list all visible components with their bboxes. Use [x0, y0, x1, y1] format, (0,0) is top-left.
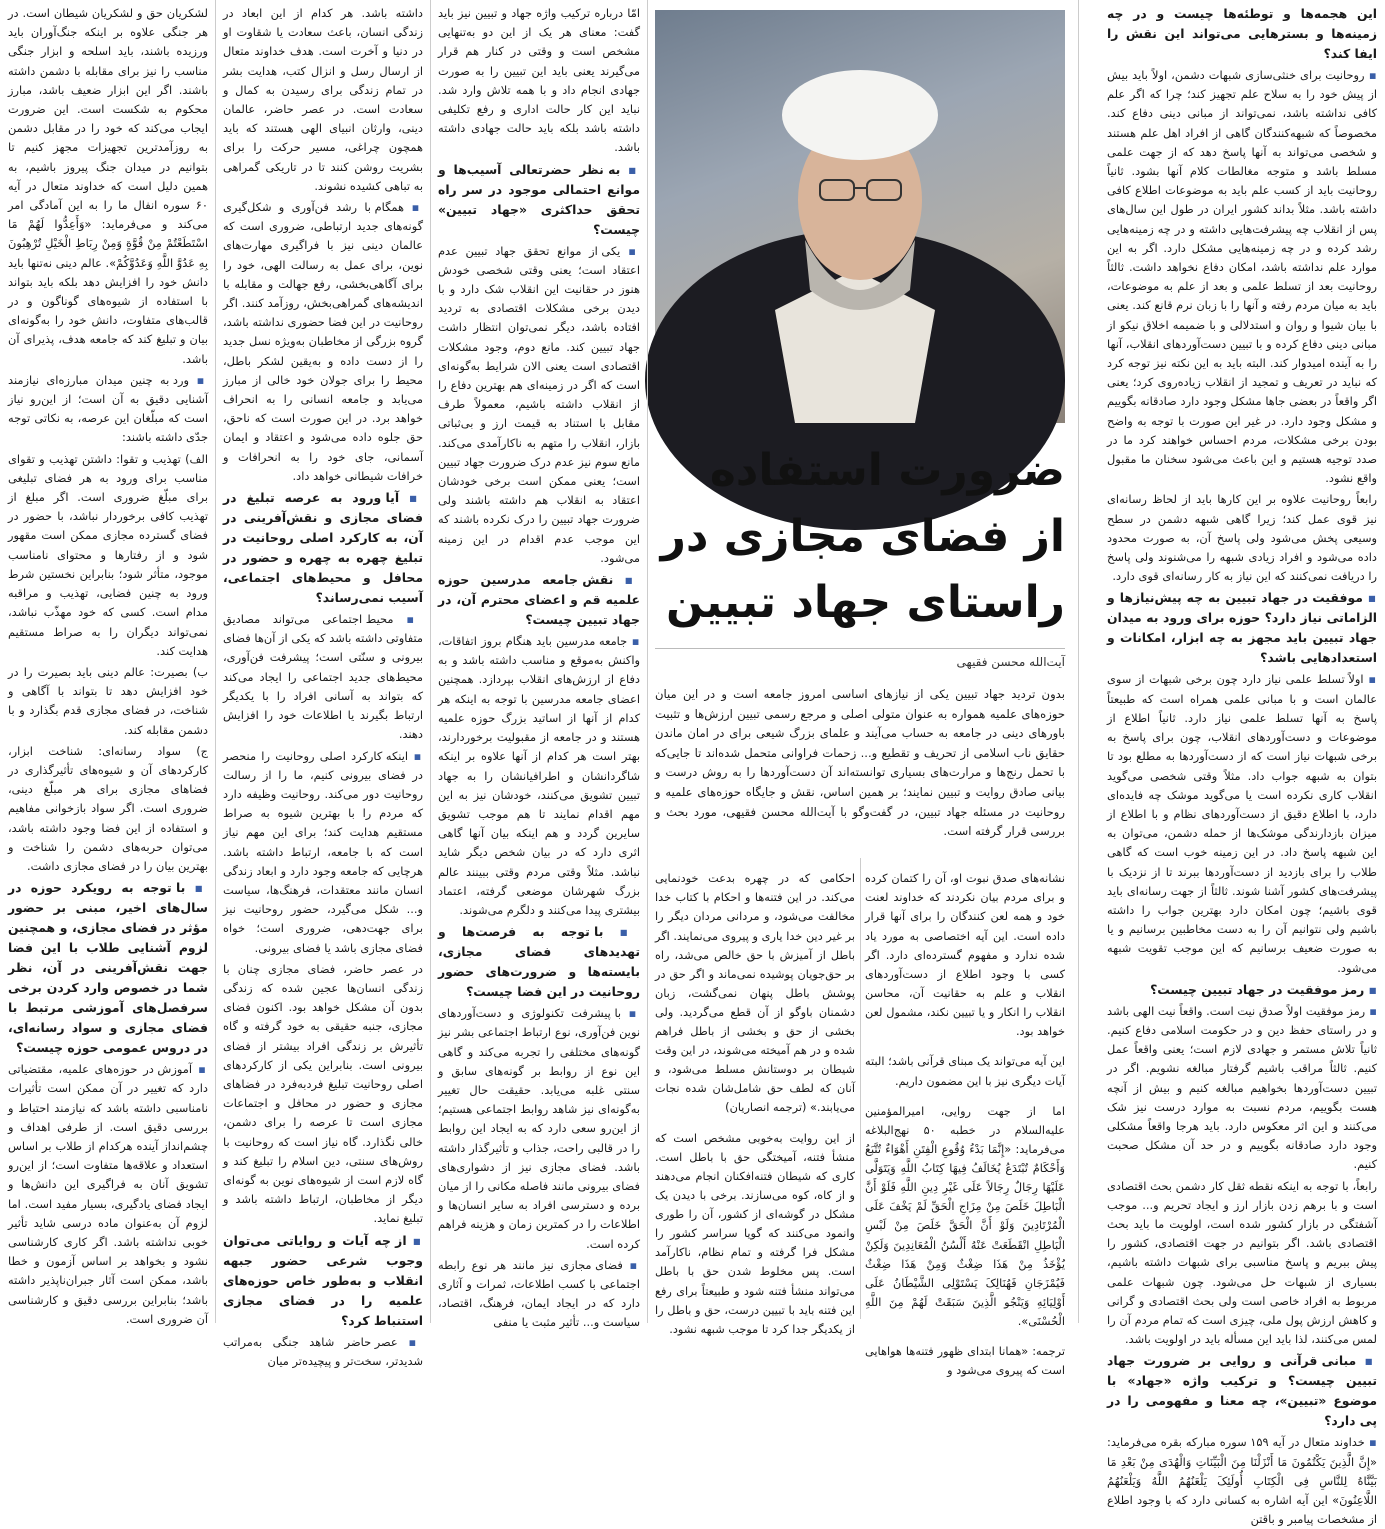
column-3 — [223, 4, 424, 1368]
paragraph: اما از جهت روایی، امیرالمؤمنین علیه‌السلام در خطبه ۵۰ نهج‌البلاغه می‌فرماید: «إِنَّمَا بَدْءُ وُقُوعِ الْفِتَنِ أَهْوَاءٌ تُتَّبَعُ وَأَحْکَامٌ تُبْتَدَعُ یُخَالَفُ فِیهَا کِتَابُ اللَّهِ وَیَتَوَلَّی عَلَیْهَا رِجَالٌ رِجَالاً عَلَی غَیْرِ دِینِ اللَّهِ فَلَوْ أَنَّ الْبَاطِلَ خَلَصَ مِنْ مِزَاجِ الْحَقِّ لَمْ یَخْفَ عَلَی الْمُرْتَادِینَ وَلَوْ أَنَّ الْحَقَّ خَلَصَ مِنْ لَبْسِ الْبَاطِلِ انْقَطَعَتْ عَنْهُ أَلْسُنُ الْمُعَانِدِینَ وَلَکِنْ یُؤْخَذُ مِنْ هَذَا ضِغْثٌ وَمِنْ هَذَا ضِغْثٌ فَیُمْزَجَانِ فَهُنَالِکَ یَسْتَوْلِی الشَّیْطَانُ عَلَی أَوْلِیَائِهِ وَیَنْجُو الَّذِینَ سَبَقَتْ لَهُمْ مِنَ اللَّهِ الْحُسْنَی». — [865, 1104, 1065, 1328]
lead-paragraph: بدون تردید جهاد تبیین یکی از نیازهای اساسی امروز جامعه است و در این میان حوزه‌های علمیه همواره به عنوان متولی اصلی و مرجع رسمی تبیین ارزش‌ها و تثبیت باورهای دینی در جامعه به حساب می‌آیند و علمای بزرگ شیعی برای در امان ماندن حقایق ناب اسلامی از تحریف و تقطیع و... زحمات فراوانی متحمل شده‌اند تا جایی‌که با تحمل رنج‌ها و مرارت‌های بسیاری توانسته‌اند آن دست‌آوردها را به روش درست و بیانی صادق روایت و تبیین نمایند؛ بر همین اساس، نقش و جایگاه حوزه‌های علمیه و روحانیت در مسئله جهاد تبیین، در گفت‌وگو با آیت‌الله محسن فقیهی، مورد بحث و بررسی قرار گرفته است. — [655, 687, 1065, 839]
bullet-icon: ▪ — [1365, 1003, 1377, 1018]
paragraph: ▪ روحانیت برای خنثی‌سازی شبهات دشمن، اولاً باید بیش از پیش خود را به سلاح علم تجهیز کند؛ چرا که اگر علم کافی نداشته باشد، نمی‌تواند از مبانی دینی دفاع کند. مخصوصاً که شبهه‌کنندگان گاهی از افراد اهل علم هستند و شخصی می‌تواند به آنها پاسخ دهد که از جهت علمی مسلط باشد و متوجه مغالطات کلام آنها بشود. ثانیاً روحانیت باید از کسب علم باید به موضوعات اطلاع کافی داشته باشد. مثلاً بداند کشور ایران در طول این سال‌های پس از انقلاب چه پیشرفت‌هایی داشته و در چه زمینه‌هایی رشد کرده و در چه زمینه‌هایی مشکل دارد. اگر به این موارد علم نداشته باشد، امکان دفاع نخواهد داشت. ثالثاً روحانیت بعد از تسلط علمی و بعد از علم به موضوعات، باید به میان مردم رفته و آنها را با زبان نرم قانع کند. یعنی با بیان شیوا و روان و استدلالی و با ضمیمه اخلاق نیکو از مبانی دینی دفاع کرده و با تبیین دست‌آوردهای انقلاب، آنها را به آینده امیدوار کند. البته باید به این نکته نیز توجه کرد که نباید در تعریف و تمجید از انقلاب زیاده‌روی کرد؛ یعنی اگر واقعاً در بعضی جاها مشکل وجود دارد صادقانه بگوییم و مشکل وجود دارد. در غیر این صورت با توجه به واضح بودن برخی مشکلات، مردم احساس خواهند کرد ما در صدد توجیه هستیم و این باعث می‌شود سخنان ما مقبول واقع نشود. — [1107, 68, 1377, 486]
paragraph: ب) بصیرت: عالم دینی باید بصیرت را در خود افزایش دهد تا بتواند با آگاهی و شناخت، در فضای مجازی قدم بگذارد و با دشمن مقابله کند. — [8, 664, 208, 737]
bullet-icon: ▪ — [622, 1257, 640, 1272]
bullet-icon: ▪ — [1364, 981, 1377, 997]
column-divider — [860, 858, 861, 1319]
paragraph: امّا درباره ترکیب واژه جهاد و تبیین نیز باید گفت: معنای هر یک از این دو به‌تنهایی مشخص است و وقتی در کنار هم قرار می‌گیرند یعنی باید این تبیین را به صورت جهادی انجام داد و با همه تلاش وارد شد. نباید این کار حالت اداری و رفع تکلیفی داشته باشد بلکه باید حالت جهادی داشته باشد. — [438, 6, 640, 155]
paragraph: ▪ همگام با رشد فن‌آوری و شکل‌گیری گونه‌های جدید ارتباطی، ضروری است که عالمان دینی نیز با فراگیری مهارت‌های نوین، برای عمل به رسالت الهی، خود را برای آگاهی‌بخشی، رفع جهالت و مقابله با اندیشه‌های گمراهی‌بخش، روزآمد کنند. اگر روحانیت در این فضا حضوری نداشته باشد، گروه بزرگی از مخاطبان به‌ویژه نسل جدید را از دست داده و به‌یقین لشکر باطل، محیط را برای جولان خود خالی از مبارز می‌یابد و جامعه انسانی را به انحراف خواهد برد. در این صورت است که ناحق، حق جلوه داده می‌شود و اعتقاد و ایمان آسمانی، جای خود را به انحرافات و خرافات شیطانی خواهد داد. — [223, 200, 423, 483]
paragraph: ▪ یکی از موانع تحقق جهاد تبیین عدم اعتقاد است؛ یعنی وقتی شخصی خودش هنوز در حقانیت این انقلاب شک دارد و با دیدن برخی مشکلات اقتصادی به تردید افتاده باشد، دیگر نمی‌توان انتظار داشت جهاد تبیین کند. مانع دوم، وجود مشکلات اقتصادی است یعنی الان شرایط به‌گونه‌ای است که اگر در زمینه‌ای هم بهترین دفاع را از انقلاب داشته باشیم، معمولاً طرف مقابل با استناد به قیمت ارز و بی‌ثباتی بازار، انقلاب را متهم به ناکارآمدی می‌کند. مانع سوم نیز عدم درک ضرورت جهاد تبیین است؛ یعنی ممکن است برخی خودشان اعتقاد به انقلاب هم داشته باشند ولی ضرورت جهاد تبیین را درک نکرده باشند که این موجب عدم اقدام در این زمینه می‌شود. — [438, 243, 641, 565]
paragraph: ترجمه: «همانا ابتدای ظهور فتنه‌ها هواهایی است که پیروی می‌شود و — [865, 1345, 1065, 1378]
article-headline: ضرورت استفاده از فضای مجازی در راستای جهاد تبیین — [660, 445, 1065, 628]
question-heading: ▪ از چه آیات و روایاتی می‌توان وجوب شرعی حضور جبهه انقلاب و به‌طور خاص حوزه‌های علمیه را در فضای مجازی استنباط کرد؟ — [223, 1232, 423, 1328]
bullet-icon: ▪ — [1364, 68, 1377, 82]
paragraph: نشانه‌های صدق نبوت او، آن را کتمان کرده و برای مردم بیان نکردند که خداوند لعنت خود و همه لعن کنندگان را برای آنها قرار داده است. این آیه اختصاصی به مورد یاد شده ندارد و مفهوم گسترده‌ای دارد. اگر کسی با وجود اطلاع از دست‌آوردهای انقلاب و علم به حقانیت آن، محاسن انقلاب را انکار و یا تبیین نکند، مشمول لعن خواهد بود. — [865, 872, 1065, 1039]
bullet-icon: ▪ — [406, 1232, 423, 1248]
paragraph: احکامی که در چهره بدعت خودنمایی می‌کند. در این فتنه‌ها و احکام با کتاب خدا مخالفت می‌شود، و مردانی مردان دیگر را بر غیر دین خدا یاری و پیروی می‌نمایند. اگر باطل از آمیزش با حق خالص می‌شد، راه بر حق‌جویان پوشیده نمی‌ماند و اگر حق در پوشش باطل پنهان نمی‌گشت، زبان دشمنان باوگو از آن قطع می‌گردید. ولی بخشی از حق و بخشی از باطل فراهم شده و در هم آمیخته می‌شوند، در این وقت شیطان بر دوستانش مسلط می‌شود، و آنان که لطف حق شامل‌شان شده نجات می‌یابند.» (ترجمه انصاریان) — [655, 872, 855, 1115]
bullet-icon: ▪ — [1364, 1435, 1377, 1450]
question-heading: ▪ مبانی قرآنی و روایی بر ضرورت جهاد تبیین چیست؟ و ترکیب واژه «جهاد» با موضوع «تبیین»، چه معنا و مفهومی را در پی دارد؟ — [1107, 1353, 1377, 1429]
bullet-icon: ▪ — [603, 924, 641, 940]
question-heading: ▪ با توجه به رویکرد حوزه در سال‌های اخیر، مبنی بر حضور مؤثر در فضای مجازی، و همچنین لزوم آشنایی طلاب با این فضا جهت نقش‌آفرینی در آن، نظر شما در خصوص وارد کردن برخی سرفصل‌های آموزشی مرتبط با فضای مجازی و سواد رسانه‌ای، در دروس عمومی حوزه چیست؟ — [8, 880, 208, 1056]
bullet-icon: ▪ — [408, 748, 424, 763]
bullet-icon: ▪ — [621, 1006, 641, 1021]
paragraph: ▪ محیط اجتماعی می‌تواند مصادیق متفاوتی داشته باشد که یکی از آن‌ها فضای بیرونی و سنّتی است؛ پیشرفت فن‌آوری، محیط‌های جدید اجتماعی را ایجاد می‌کند که بتواند به آسانی افراد را با یکدیگر ارتباط بگیرند یا اطلاعات خود را افزایش دهند. — [223, 612, 423, 742]
portrait-photo — [655, 10, 1065, 423]
column-2 — [438, 4, 641, 1330]
inner-columns — [655, 858, 1065, 1378]
paragraph: ▪ آموزش در حوزه‌های علمیه، مقتضیاتی دارد که تغییر در آن ممکن است تأثیرات نامناسبی داشته باشد که نیازمند احتیاط و بررسی دقیق است. از طرفی اهداف و چشم‌انداز آینده هرکدام از طلاب بر اساس استعداد و علاقه‌ها متفاوت است؛ از این‌رو تشویق آنان به فراگیری این دانش‌ها و ایجاد فضای یادگیری، بسیار مفید است. اما لزوم آن به‌عنوان ماده درسی شاید تأثیر خوبی نداشته باشد. اگر کاری کارشناسی نشود و بخواهد بر اساس آزمون و خطا باشد، ممکن است آثار جبران‌ناپذیر داشته باشد؛ بنابراین بررسی دقیق و کارشناسی آن ضروری است. — [8, 1062, 208, 1326]
question-heading: ▪ رمز موفقیت در جهاد تبیین چیست؟ — [1150, 981, 1377, 997]
author-byline: آیت‌الله محسن فقیهی — [655, 648, 1065, 669]
bullet-icon: ▪ — [188, 372, 208, 387]
column-4 — [8, 4, 208, 1326]
paragraph: ج) سواد رسانه‌ای: شناخت ابزار، کارکردهای آن و شیوه‌های تأثیرگذاری در فضاهای مجازی برای هر مبلّغ دینی، ضروری است. اگر سواد بازخوانی مفاهیم و استفاده از این فضا وجود داشته باشد، می‌توان حربه‌های دشمن را شناخت و بهترین بیان را در فضای مجازی داشت. — [8, 743, 208, 873]
paragraph: ▪ اینکه کارکرد اصلی روحانیت را منحصر در فضای بیرونی کنیم، ما را از رسالت روحانیت دور می‌کند. روحانیت وظیفه دارد که مردم را با بهترین شیوه به صراط مستقیم هدایت کند؛ برای این مهم نیاز است که با جامعه، ارتباط داشته باشد. هرچایی که جامعه وجود دارد و ابعاد زندگی انسان مانند معتقدات، فرهنگ‌ها، سیاست و... شکل می‌گیرد، حضور روحانیت نیز برای جهت‌دهی، ضروری است؛ خواه فضای مجازی باشد یا فضای بیرونی. — [223, 748, 424, 955]
paragraph: رابعاً روحانیت علاوه بر این کارها باید از لحاظ رسانه‌ای نیز قوی عمل کند؛ زیرا گاهی شبهه دشمن در سطح وسیعی پخش می‌شود ولی پاسخ آن، به صورت محدود داده می‌شود و افراد زیادی شبهه را می‌شنوند ولی پاسخ را دریافت نمی‌کنند که این نیاز به کار رسانه‌ای قوی دارد. — [1107, 492, 1377, 584]
question-heading: ▪ موفقیت در جهاد تبیین به چه پیش‌نیازها و الزاماتی نیاز دارد؟ حوزه برای ورود به میدان جهاد تبیین باید مجهز به چه ابزار، امکانات و استعدادهایی باشد؟ — [1107, 590, 1377, 666]
bullet-icon: ▪ — [620, 243, 641, 258]
bullet-icon: ▪ — [393, 612, 423, 627]
bullet-icon: ▪ — [613, 572, 641, 588]
bullet-icon: ▪ — [397, 1334, 424, 1349]
bullet-icon: ▪ — [627, 634, 640, 649]
bullet-icon: ▪ — [185, 880, 208, 896]
bullet-icon: ▪ — [1356, 1353, 1377, 1369]
inner-column-left — [655, 858, 855, 1336]
paragraph: ▪ ورد به چنین میدان مبارزه‌ای نیازمند آشنایی دقیق به آن است؛ از این‌رو نیاز است که مبلّغان این عرصه، به نکاتی توجه جدّی داشته باشند: — [8, 372, 208, 445]
question-heading: ▪ نقش جامعه مدرسین حوزه علمیه قم و اعضای محترم آن، در جهاد تبیین چیست؟ — [438, 572, 641, 628]
paragraph: ▪ اولاً تسلط علمی نیاز دارد چون برخی شبهات از سوی عالمان است و با مبانی علمی همراه است که طبیعتاً پاسخ به آنها تسلط علمی نیاز دارد. ثانیاً اطلاع از موضوعات و دست‌آوردهای انقلاب، چون برای پاسخ به برخی شبهات نیاز است که از دست‌آوردها به مطلع بود تا بتوان به شبهه جواب داد. مثلاً وقتی شخصی می‌گوید انقلاب کاری نکرده است یا می‌گوید موشک چه فایده‌ای دارد، با اطلاع دقیق از دست‌آوردهای نظام و با اطلاع از میزان بازدارندگی موشک‌ها از حمله دشمن، می‌توان به این شبهه پاسخ داد. در این زمینه خوب است که گاهی طلاب را برای بازدید از دست‌آوردها ببرند تا از نزدیک با پیشرفت‌های کشور آشنا شوند. ثالثاً از جهت رسانه‌ای باید قوی باشیم؛ چون امکان دارد بهترین جواب را داشته باشیم ولی نتوانیم آن را به دست مخاطبین برسانیم و یا به صورت ضعیف برسانیم که این موجب تقویت شبهه می‌شود. — [1107, 672, 1377, 975]
bullet-icon: ▪ — [620, 161, 640, 177]
paragraph: در عصر حاضر، فضای مجازی چنان با زندگی انسان‌ها عجین شده که زندگی بدون آن مشکل خواهد بود. اکنون فضای مجازی، جنبه حقیقی به خود گرفته و گاه تأثیرش بر زندگی افراد بیشتر از فضای بیرونی است. بنابراین یکی از کارکردهای اصلی روحانیت تبلیغ فردبه‌فرد در فضاهای مجازی و حضور در محافل و اجتماعات مجازی است تا عرصه را برای دشمن، خالی نگذارد. گاه نیاز است که روحانیت با روش‌های سنتی، دین اسلام را تبلیغ کند و گاه لازم است از شیوه‌های نوین به گونه‌ای دیگر از مخاطبان، ارتباط داشته باشد و تبلیغ نماید. — [223, 961, 423, 1226]
bullet-icon: ▪ — [399, 490, 423, 506]
paragraph: ▪ رمز موفقیت اولاً صدق نیت است. واقعاً نیت الهی باشد و در راستای حفظ دین و در حکومت اسلامی دفاع کنیم. ثانیاً تلاش مستمر و جهادی لازم است؛ یعنی واقعاً عمل کنیم. ثالثاً مراقب باشیم گرفتار مبالغه نشویم. اگر در تبیین دست‌آوردها بخواهیم مبالغه کنیم و بیش از آنچه هست بگوییم، مردم نسبت به موارد درست نیز شک می‌کنند و این اثر معکوس دارد. باید هرجا واقعاً مشکلی وجود دارد صادقانه بگوییم و در حد آن مشکل صحبت کنیم. — [1107, 1003, 1377, 1172]
paragraph: ▪ با پیشرفت تکنولوژی و دست‌آوردهای نوین فن‌آوری، نوع ارتباط اجتماعی بشر نیز گونه‌های مختلفی را تجربه می‌کند و گاهی این نوع از روابط بر گونه‌های سابق و سنتی غلبه می‌یابد. حقیقت حال تغییر به‌گونه‌ای نیز شاهد روابط اجتماعی هستیم؛ از این‌رو سعی دارد که به ایجاد این روابط را در قالبی راحت، جذاب و تأثیرگذار داشته باشد. فضای مجازی نیز از دشواری‌های فضای بیرونی مانند فاصله مکانی را از میان برده و دسترسی افراد به سایر انسان‌ها و اطلاعات را در کمترین زمان و هزینه فراهم کرده است. — [438, 1006, 641, 1251]
bullet-icon: ▪ — [1363, 672, 1377, 687]
paragraph: ▪ خداوند متعال در آیه ۱۵۹ سوره مبارکه بقره می‌فرماید: «إِنَّ الَّذِینَ یَکْتُمُونَ مَا أَنْزَلْنَا مِنَ الْبَیِّنَاتِ وَالْهُدَی مِنْ بَعْدِ مَا بَیَّنَّاهُ لِلنَّاسِ فِی الْکِتَابِ أُولَئِکَ یَلْعَنُهُمُ اللَّهُ وَیَلْعَنُهُمُ اللَّاعِنُونَ» این آیه اشاره به کسانی دارد که با وجود اطلاع از مشخصات پیامبر و باقتن — [1107, 1435, 1377, 1527]
paragraph: داشته باشد. هر کدام از این ابعاد در زندگی انسان، باعث سعادت یا شقاوت او در دنیا و آخرت است. هدف خداوند متعال از ارسال رسل و انزال کتب، هدایت بشر در تمام زندگی برای رسیدن به کمال و سعادت است. در عصر حاضر، عالمان دینی، وارثان انبیای الهی هستند که باید همچون چراغی، مسیر حرکت را برای بشریت روشن کنند تا در تاریکی گمراهی به تباهی کشیده نشوند. — [223, 6, 423, 193]
paragraph: لشکریان حق و لشکریان شیطان است. در هر جنگی علاوه بر اینکه جنگ‌آوران باید ورزیده باشند، باید اسلحه و ابزار جنگی مناسب را نیز برای مقابله با دشمن داشته باشند. اگر این ابزار ضعیف باشد، مبارز محکوم به شکست است. این ضرورت ایجاب می‌کند که خود را در مقابل دشمن به روزآمدترین تجهیزات مجهز کنیم تا بتوانیم در میدان جنگ پیروز باشیم، به همین دلیل است که خداوند متعال در آیه ۶۰ سوره انفال ما را به این آمادگی امر می‌کند و می‌فرماید: «وَأَعِدُّوا لَهُمْ مَا اسْتَطَعْتُمْ مِنْ قُوَّةٍ وَمِنْ رِبَاطِ الْخَیْلِ تُرْهِبُونَ بِهِ عَدُوَّ اللَّهِ وَعَدُوَّکُمْ». عالم دینی نه‌تنها باید دانش خود را افزایش دهد بلکه باید بتواند با استفاده از شیوه‌های گوناگون و در قالب‌های متفاوت، دانش خود را به‌گونه‌ای بیان و تبلیغ کند که جامعه هدف، پذیرای آن باشد. — [8, 6, 208, 366]
question-heading: این هجمه‌ها و توطئه‌ها چیست و در چه زمینه‌ها و بسترهایی می‌تواند این نقش را ایفا کند؟ — [1107, 6, 1377, 61]
cleric-portrait-illustration — [655, 10, 1065, 423]
question-heading: ▪ به نظر حضرتعالی آسیب‌ها و موانع احتمالی موجود در سر راه تحقق حداکثری «جهاد تبیین» چیست؟ — [438, 161, 640, 237]
inner-column-right — [865, 858, 1065, 1378]
bullet-icon: ▪ — [1362, 590, 1377, 606]
paragraph: این آیه می‌تواند یک مبنای قرآنی باشد؛ البته آیات دیگری نیز با این مضمون داریم. — [865, 1055, 1065, 1088]
column-divider — [647, 0, 648, 1323]
column-divider — [430, 0, 431, 1323]
bullet-icon: ▪ — [192, 1062, 208, 1077]
bullet-icon: ▪ — [404, 200, 423, 215]
column-1 — [1107, 4, 1377, 1527]
paragraph: ▪ فضای مجازی نیز مانند هر نوع رابطه اجتماعی با کسب اطلاعات، ثمرات و آثاری دارد که در ایجاد ایمان، فرهنگ، اقتصاد، سیاست و... تأثیر مثبت یا منفی — [438, 1257, 640, 1330]
paragraph: ▪ جامعه مدرسین باید هنگام بروز اتفاقات، واکنش به‌موقع و مناسب داشته باشد و به دفاع از ارزش‌های انقلاب بپردازد. همچنین اعضای جامعه مدرسین با توجه به اینکه هر کدام از آنها از اساتید بزرگ حوزه علمیه هستند و در جامعه از مقبولیت برخوردارند، بهتر است هر کدام از آنها علاوه بر اینکه شاگردانشان و اطرافیانشان را به جهاد تبیین تشویق می‌کنند، خودشان نیز به این مهم اقدام نمایند تا هم موجب تشویق سایرین گردد و هم اینکه بیان آنها گاهی اثری دارد که در بیان شخص دیگر شاید نباشد. مثلاً وقتی مردم وقتی ببینند عالم بزرگ شهرشان موضعی گرفته، اعتماد بیشتری پیدا می‌کنند و دلگرم می‌شوند. — [438, 634, 640, 917]
question-heading: ▪ با توجه به فرصت‌ها و تهدیدهای فضای مجازی، بایسته‌ها و ضرورت‌های حضور روحانیت در این فضا چیست؟ — [438, 924, 641, 1000]
column-divider — [1078, 0, 1079, 1323]
paragraph: ▪ عصر حاضر شاهد جنگی به‌مراتب شدیدتر، سخت‌تر و پیچیده‌تر میان — [223, 1334, 424, 1368]
column-divider — [215, 0, 216, 1323]
question-heading: ▪ آیا ورود به عرصه تبلیغ در فضای مجازی و نقش‌آفرینی در آن، به کارکرد اصلی روحانیت در تبلیغ چهره به چهره و حضور در محافل و محیط‌های اجتماعی، آسیب نمی‌رساند؟ — [223, 490, 423, 606]
paragraph: رابعاً، با توجه به اینکه نقطه ثقل کار دشمن بحث اقتصادی است و با برهم زدن بازار ارز و ایجاد تحریم و... موجب آشفتگی در بازار کشور شده است، اولویت ما باید بحث اقتصادی باشد. اگر بتوانیم در جهت اقتصادی، کشور را پیش ببریم و پاسخ مناسبی برای شبهات داشته باشیم، بسیاری از شبهات حل می‌شود. چون شبهات علمی مربوط به افراد خاصی است ولی بحث اقتصادی و گرانی و کاهش ارزش پول ملی، چیزی است که تمام مردم آن را لمس می‌کنند، لذا باید این مسأله باید در اولویت باشد. — [1107, 1178, 1377, 1347]
paragraph: الف) تهذیب و تقوا: داشتن تهذیب و تقوای مناسب برای ورود به هر فضای تبلیغی برای مبلّغ ضروری است. اگر مبلغ از تهذیب کافی برخوردار نباشد، با حضور در فضای گسترده مجازی ممکن است مقهور شود و از رفتارها و محتوای نامناسب موجود، متأثر شود؛ بنابراین نخستین شرط ورود به چنین فضایی، تهذیب و مراقبه مدام است. کسی که خود مهذّب نباشد، نمی‌تواند دیگران را به صراط مستقیم هدایت کند. — [8, 451, 208, 658]
paragraph: از این روایت به‌خوبی مشخص است که منشأ فتنه، آمیختگی حق با باطل است. کاری که شیطان فتنه‌افکنان انجام می‌دهند و از کاه، کوه می‌سازند. برخی با دیدن یک مشکل در گوشه‌ای از کشور، آن را طوری وانمود می‌کنند که گویا سراسر کشور را مشکل فرا گرفته و تمام نظام، ناکارآمد است. پس مخلوط شدن حق با باطل می‌تواند منشأ فتنه شود و طبیعتاً برای رفع این فتنه باید با تبیین درست، حق و باطل را از یکدیگر جدا کرد تا موجب شبهه نشود. — [655, 1131, 855, 1336]
